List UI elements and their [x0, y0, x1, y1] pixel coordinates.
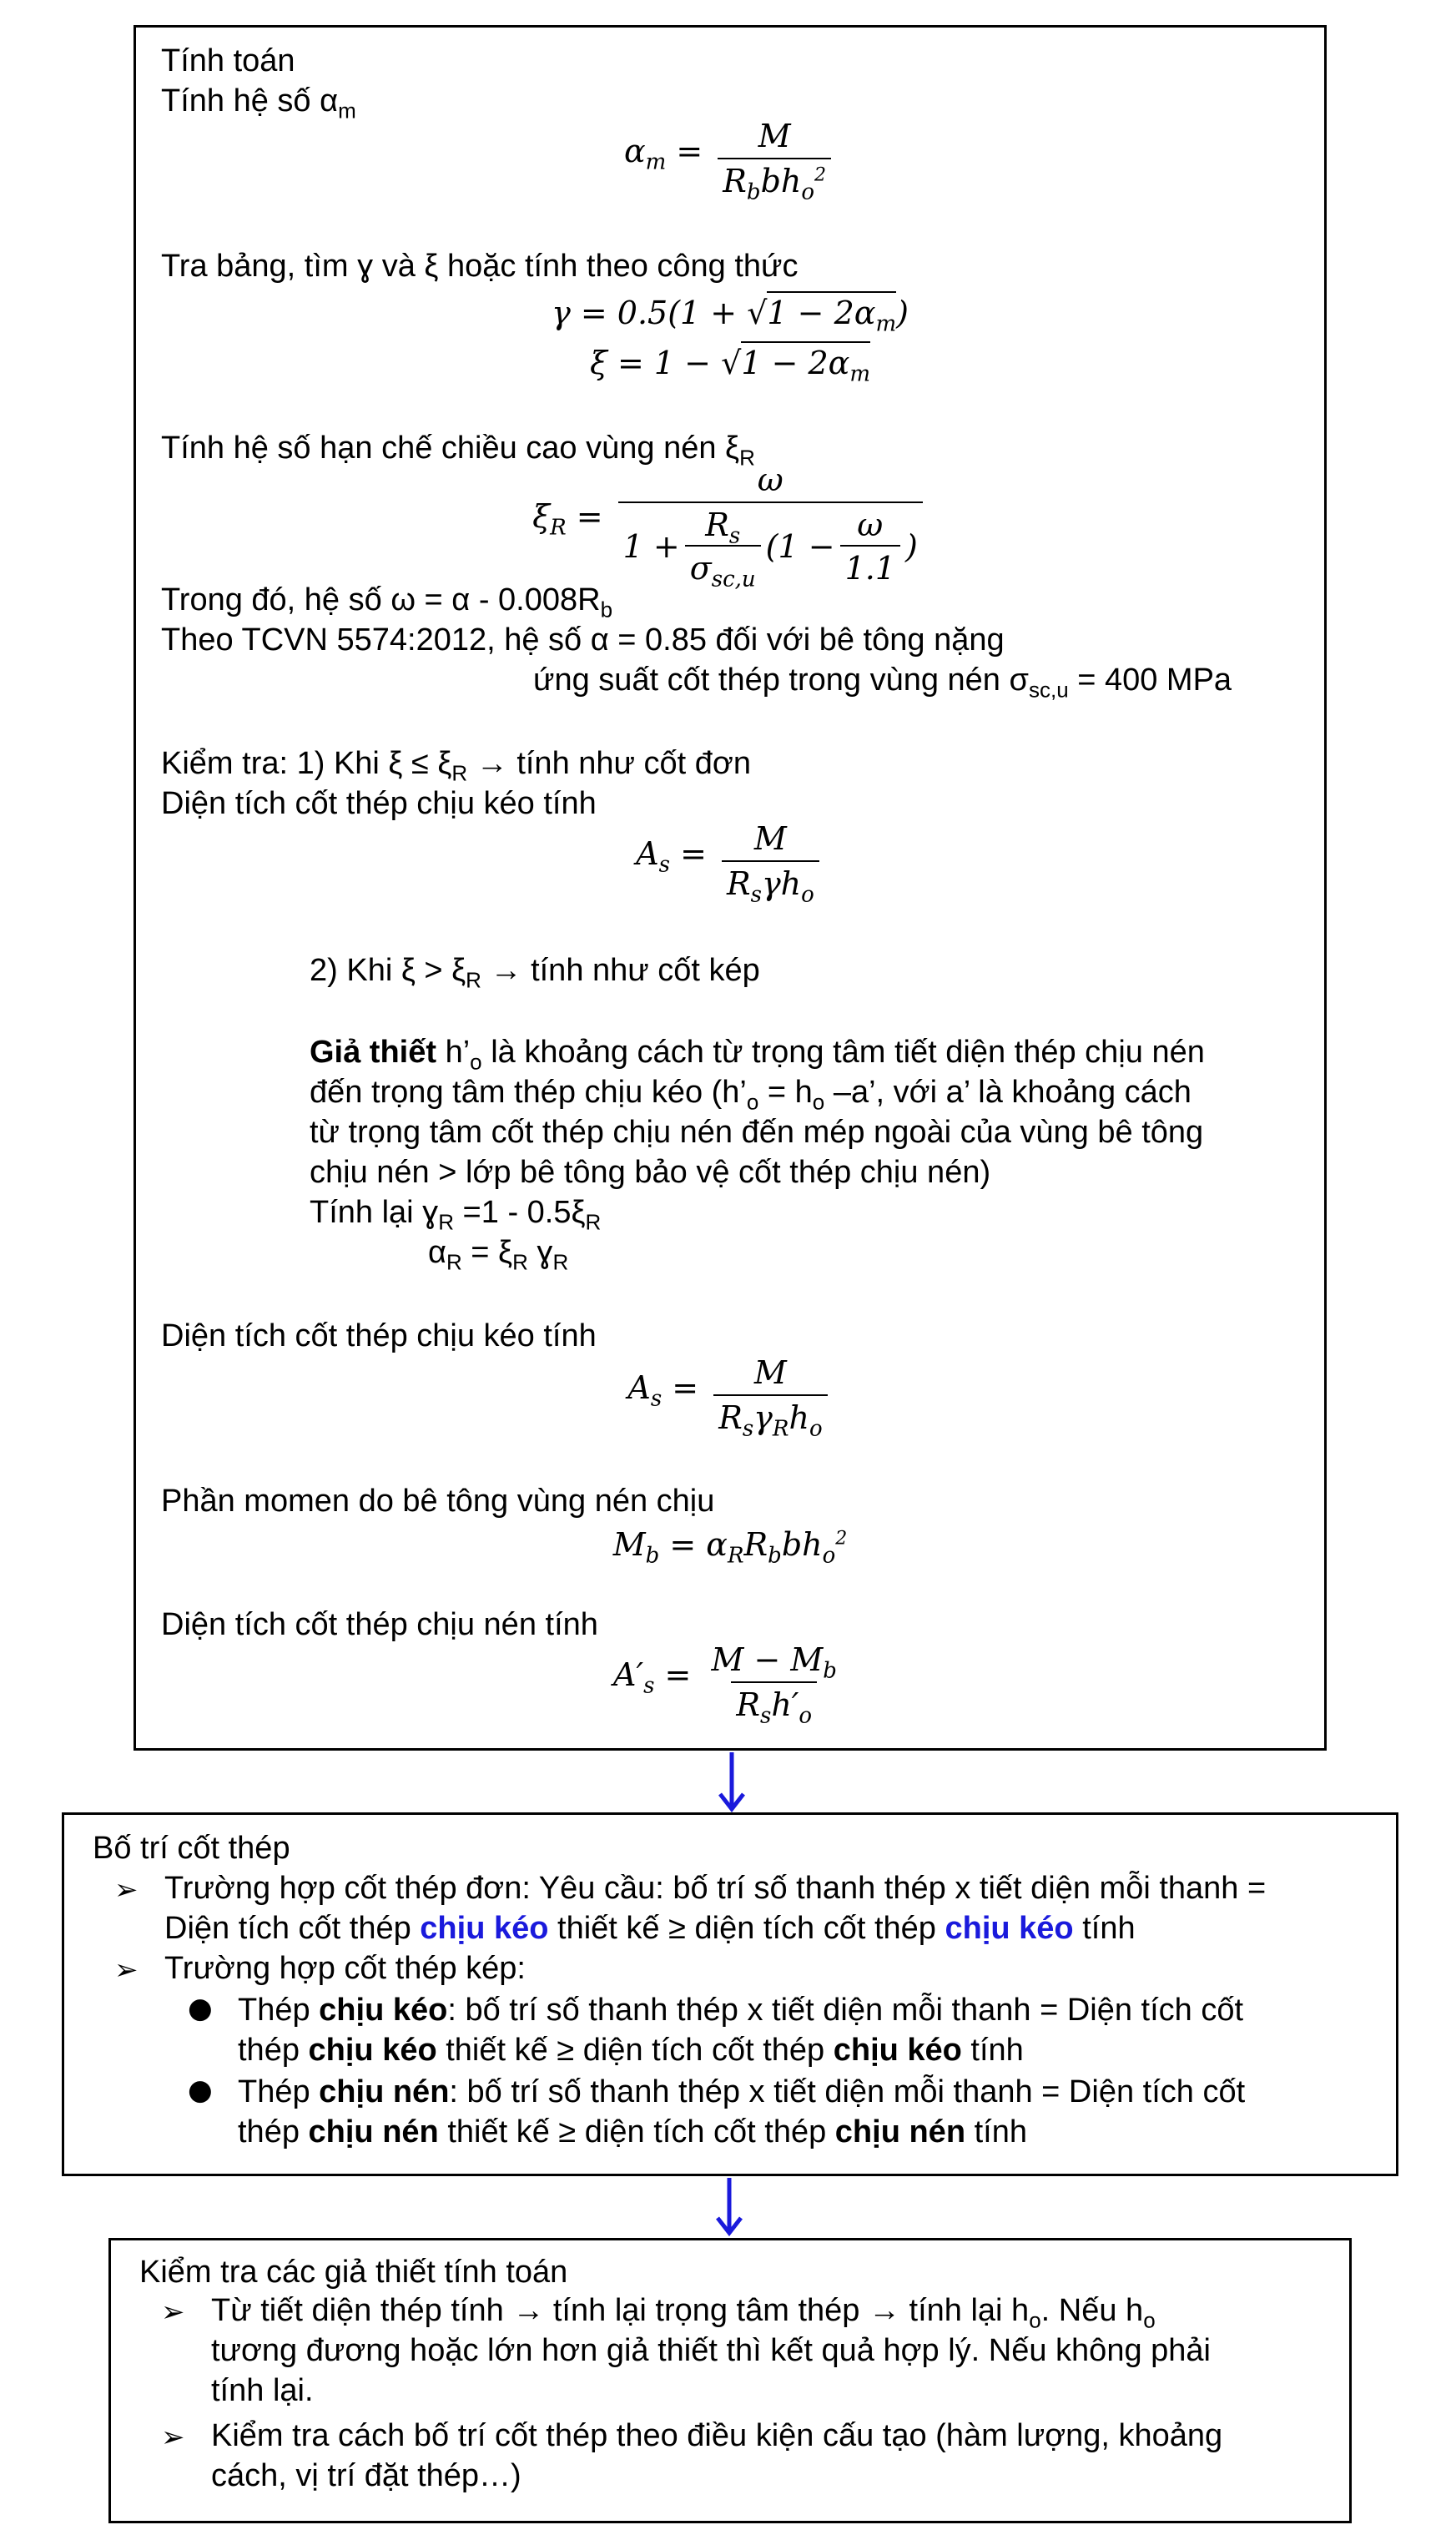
formula-gamma: $\gamma = 0.5(1 + √1 - 2\alpha_m)$ [136, 293, 1324, 333]
formula-xi-r: $\xi_R$ = ω 1 + $\frac{R_s}{\sigma_{sc,u}}$ (1 − $\frac{\omega}{1.1}$ ) [136, 461, 1324, 587]
formula-as-single: $A_s$ = $\frac{M}{R_s\gamma h_o}$ [136, 820, 1324, 902]
arrowhead-bullet-icon: ➢ [114, 1953, 139, 1987]
assume-line-4: chịu nén > lớp bê tông bảo vệ cốt thép chịu nén) [310, 1155, 991, 1190]
alpha-line: Tính hệ số $\alpha_m$ [161, 83, 356, 123]
moment-line: Phần momen do bê tông vùng nén chịu [161, 1484, 715, 1519]
assume-line-3: từ trọng tâm cốt thép chịu nén đến mép ngoài của vùng bê tông [310, 1115, 1204, 1150]
arrowhead-bullet-icon: ➢ [114, 1873, 139, 1907]
compression-bullet-line-2: thép chịu nén thiết kế ≥ diện tích cốt thép chịu nén tính [238, 2114, 1027, 2149]
tension-bullet-line-1: Thép chịu kéo: bố trí số thanh thép x tiết diện mỗi thanh = Diện tích cốt [238, 1993, 1244, 2028]
dot-bullet-icon: ● [188, 2074, 213, 2107]
arrow-down-icon [713, 2178, 746, 2236]
dot-bullet-icon: ● [188, 1992, 213, 2025]
verification-heading: Kiểm tra các giả thiết tính toán [139, 2255, 568, 2290]
verify-line-2: tương đương hoặc lớn hơn giả thiết thì kết quả hợp lý. Nếu không phải [211, 2333, 1211, 2368]
gamma-r-line: Tính lại ɣ$_R$ $=1 - 0.5\xi_R$ [310, 1195, 602, 1235]
xiR-line: Tính hệ số hạn chế chiều cao vùng nén $\xi_R$ [161, 431, 755, 471]
formula-as-double: $A_s$ = $\frac{M}{R_s\gamma_Rh_o}$ [136, 1354, 1324, 1436]
layout-heading: Bố trí cốt thép [93, 1831, 290, 1866]
layout-box [62, 1812, 1398, 2176]
check-line: Kiểm tra: 1) Khi $\xi \le \xi_R$ → tính như cốt đơn [161, 746, 751, 786]
verification-box [108, 2238, 1352, 2523]
compression-bullet-line-1: Thép chịu nén: bố trí số thanh thép x tiết diện mỗi thanh = Diện tích cốt [238, 2074, 1246, 2109]
area-tension-line-2: Diện tích cốt thép chịu kéo tính [161, 1318, 597, 1353]
area-compression-line: Diện tích cốt thép chịu nén tính [161, 1607, 598, 1642]
formula-xi: $\xi = 1 - √1 - 2\alpha_m$ [136, 343, 1324, 383]
verify-line-4: Kiểm tra cách bố trí cốt thép theo điều kiện cấu tạo (hàm lượng, khoảng [211, 2418, 1223, 2453]
calculation-box [134, 25, 1327, 1751]
formula-mb: $M_b = \alpha_RR_bbh_o^2$ [612, 1526, 848, 1569]
assume-line-2: đến trọng tâm thép chịu kéo ($h’_o = h_o$ –a’, với a’ là khoảng cách [310, 1075, 1192, 1115]
verify-line-3: tính lại. [211, 2373, 314, 2408]
case2-line: 2) Khi $\xi > \xi_R$ → tính như cốt kép [310, 953, 760, 993]
verify-line-5: cách, vị trí đặt thép…) [211, 2458, 521, 2493]
arrowhead-bullet-icon: ➢ [161, 2296, 185, 2329]
arrowhead-bullet-icon: ➢ [161, 2421, 185, 2454]
single-case-line-2: Diện tích cốt thép chịu kéo thiết kế ≥ diện tích cốt thép chịu kéo tính [164, 1911, 1136, 1946]
lookup-line: Tra bảng, tìm ɣ và ξ hoặc tính theo công thức [161, 249, 799, 284]
verify-line-1: Từ tiết diện thép tính → tính lại trọng tâm thép → tính lại $h_o$. Nếu $h_o$ [211, 2293, 1156, 2333]
tension-bullet-line-2: thép chịu kéo thiết kế ≥ diện tích cốt thép chịu kéo tính [238, 2033, 1024, 2068]
double-case-line: Trường hợp cốt thép kép: [164, 1951, 526, 1986]
alpha-r-line: $\alpha_R = \xi_R$ ɣ$_R$ [428, 1235, 569, 1275]
arrow-down-icon [715, 1752, 748, 1812]
stress-line: ứng suất cốt thép trong vùng nén $\sigma_{sc,u} = 400$ MPa [533, 663, 1232, 703]
assume-line-1: Giả thiết $h’_o$ là khoảng cách từ trọng tâm tiết diện thép chịu nén [310, 1035, 1205, 1075]
area-tension-line-1: Diện tích cốt thép chịu kéo tính [161, 786, 597, 821]
formula-alpha-m: $\alpha_m$ = $\frac{M}{R_bbh_o^2}$ [136, 118, 1324, 199]
single-case-line-1: Trường hợp cốt thép đơn: Yêu cầu: bố trí số thanh thép x tiết diện mỗi thanh = [164, 1871, 1267, 1906]
calc-heading: Tính toán [161, 43, 295, 78]
omega-line: Trong đó, hệ số $\omega = \alpha - 0.008R_b$ [161, 582, 613, 622]
formula-as-prime: $A'_s$ = $\frac{M - M_b}{R_sh'_o}$ [613, 1641, 837, 1729]
tcvn-line: Theo TCVN 5574:2012, hệ số α = 0.85 đối với bê tông nặng [161, 622, 1005, 658]
